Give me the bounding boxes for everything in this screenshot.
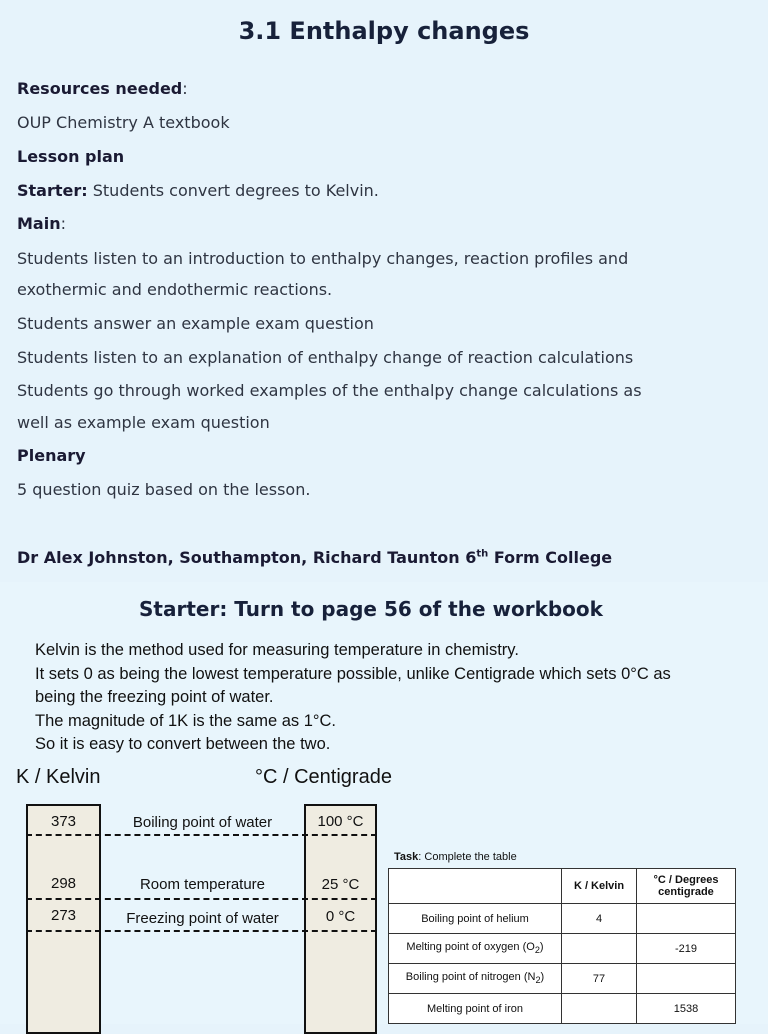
table-cell-centigrade[interactable] xyxy=(637,904,736,934)
kelvin-scale-label: K / Kelvin xyxy=(16,766,101,788)
kelvin-value: 373 xyxy=(50,813,77,830)
main-item: Students listen to an explanation of enthalpy change of reaction calculations xyxy=(17,348,634,367)
row-subscript: 2 xyxy=(534,945,540,956)
centigrade-value: 100 °C xyxy=(317,813,364,830)
starter-title: Starter: Turn to page 56 of the workbook xyxy=(139,597,603,621)
starter-page xyxy=(0,582,768,1024)
room-temperature-line xyxy=(26,898,377,900)
starter-text: Students convert degrees to Kelvin. xyxy=(87,181,379,200)
table-cell-centigrade[interactable]: 1538 xyxy=(637,994,736,1024)
table-header-row xyxy=(389,869,736,904)
conversion-table xyxy=(388,868,736,1024)
main-label: Main xyxy=(17,214,61,233)
point-label: Boiling point of water xyxy=(132,814,273,831)
table-row xyxy=(389,904,736,934)
table-cell-name xyxy=(389,964,562,994)
table-row xyxy=(389,934,736,964)
row-name: Boiling point of helium xyxy=(421,912,529,925)
boiling-point-line xyxy=(26,834,377,836)
main-colon: : xyxy=(60,214,66,233)
centigrade-value: 0 °C xyxy=(325,908,356,925)
resources-heading xyxy=(17,79,188,98)
main-heading xyxy=(17,214,66,233)
table-header xyxy=(389,869,562,904)
paragraph-line: The magnitude of 1K is the same as 1°C. xyxy=(35,711,337,730)
kelvin-explanation xyxy=(35,639,671,757)
table-cell-kelvin[interactable]: 4 xyxy=(562,904,637,934)
main-item: exothermic and endothermic reactions. xyxy=(17,280,333,299)
main-item: Students answer an example exam question xyxy=(17,314,374,333)
paragraph-line: So it is easy to convert between the two. xyxy=(35,735,331,753)
resource-item: OUP Chemistry A textbook xyxy=(17,113,230,132)
row-name: Melting point of oxygen (O xyxy=(406,941,535,954)
row-name: Boiling point of nitrogen (N xyxy=(405,971,536,984)
task-instruction xyxy=(394,851,517,863)
point-label: Room temperature xyxy=(139,876,266,893)
row-name-end: ) xyxy=(540,971,545,984)
plenary-label: Plenary xyxy=(17,446,86,465)
paragraph-line: Kelvin is the method used for measuring temperature in chemistry. xyxy=(35,641,519,659)
starter-label: Starter: xyxy=(17,181,88,200)
table-cell-kelvin[interactable] xyxy=(562,994,637,1024)
row-name-end: ) xyxy=(539,941,544,954)
freezing-point-line xyxy=(26,930,377,932)
table-cell-name xyxy=(389,934,562,964)
plenary-heading xyxy=(17,446,86,465)
row-name: Melting point of iron xyxy=(427,1002,523,1015)
table-header: °C / Degrees centigrade xyxy=(637,869,736,904)
table-cell-kelvin[interactable] xyxy=(562,934,637,964)
table-cell-centigrade[interactable] xyxy=(637,964,736,994)
paragraph-line: It sets 0 as being the lowest temperature possible, unlike Centigrade which sets 0°C as xyxy=(35,664,671,683)
task-label: Task xyxy=(394,851,419,863)
kelvin-value: 298 xyxy=(50,875,77,892)
kelvin-value: 273 xyxy=(50,907,77,924)
table-cell-name xyxy=(389,904,562,934)
main-item: well as example exam question xyxy=(17,413,270,432)
author-superscript: th xyxy=(476,548,489,560)
centigrade-value: 25 °C xyxy=(321,876,360,893)
resources-colon: : xyxy=(182,79,188,98)
point-label: Freezing point of water xyxy=(126,910,279,927)
paragraph-line: being the freezing point of water. xyxy=(35,688,274,706)
centigrade-scale-label: °C / Centigrade xyxy=(255,766,392,788)
resources-label: Resources needed xyxy=(17,79,183,98)
table-header: K / Kelvin xyxy=(562,869,637,904)
lesson-plan-label: Lesson plan xyxy=(17,147,125,166)
author-name: Dr Alex Johnston, Southampton, Richard Taunton 6 xyxy=(17,548,477,567)
table-row xyxy=(389,964,736,994)
author-college: Form College xyxy=(488,548,613,567)
main-item: Students listen to an introduction to enthalpy changes, reaction profiles and xyxy=(17,249,629,268)
table-cell-name xyxy=(389,994,562,1024)
table-row xyxy=(389,994,736,1024)
main-item: Students go through worked examples of the enthalpy change calculations as xyxy=(17,381,642,400)
page-title: 3.1 Enthalpy changes xyxy=(238,17,530,45)
starter-line xyxy=(17,181,379,200)
author-credit xyxy=(17,548,612,567)
row-subscript: 2 xyxy=(535,975,541,986)
task-text: : Complete the table xyxy=(418,851,517,863)
plenary-text: 5 question quiz based on the lesson. xyxy=(17,480,311,499)
lesson-plan-heading xyxy=(17,147,124,166)
table-cell-centigrade[interactable]: -219 xyxy=(637,934,736,964)
table-cell-kelvin[interactable]: 77 xyxy=(562,964,637,994)
